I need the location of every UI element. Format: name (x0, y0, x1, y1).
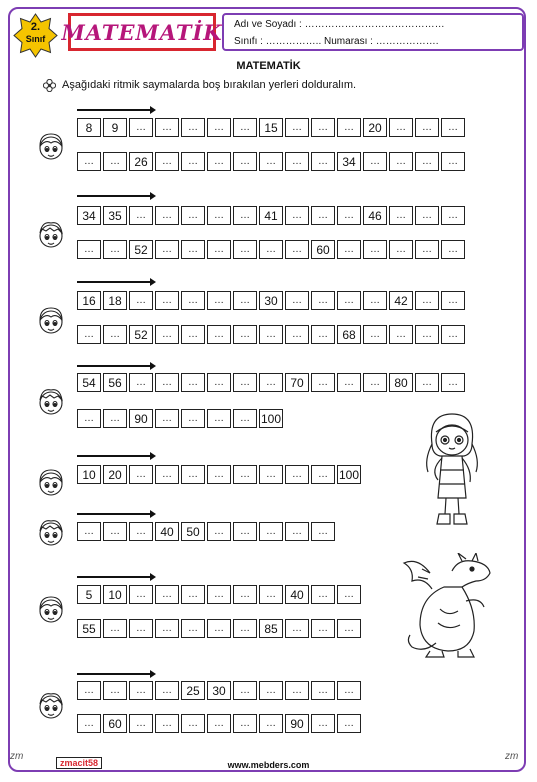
sequence-arrow-icon (77, 365, 151, 367)
given-number-cell: 30 (207, 681, 231, 700)
blank-number-cell[interactable]: … (337, 619, 361, 638)
blank-number-cell[interactable]: … (155, 681, 179, 700)
sequence-arrow-icon (77, 109, 151, 111)
given-number-cell: 56 (103, 373, 127, 392)
blank-number-cell[interactable]: … (155, 325, 179, 344)
blank-number-cell[interactable]: … (233, 522, 257, 541)
blank-number-cell[interactable]: … (285, 152, 309, 171)
number-sequence-row (77, 291, 467, 310)
footer-author: zmacit58 (56, 757, 102, 769)
blank-number-cell[interactable]: … (233, 585, 257, 604)
blank-number-cell[interactable]: … (441, 206, 465, 225)
blank-number-cell[interactable]: … (129, 465, 153, 484)
blank-number-cell[interactable]: … (259, 152, 283, 171)
blank-number-cell[interactable]: … (285, 465, 309, 484)
blank-number-cell[interactable]: … (363, 291, 387, 310)
blank-number-cell[interactable]: … (77, 522, 101, 541)
blank-number-cell[interactable]: … (155, 240, 179, 259)
given-number-cell: 15 (259, 118, 283, 137)
blank-number-cell[interactable]: … (441, 152, 465, 171)
blank-number-cell[interactable]: … (337, 373, 361, 392)
grade-badge (13, 13, 58, 58)
blank-number-cell[interactable]: … (129, 373, 153, 392)
number-sequence-row (77, 373, 467, 392)
instruction-text: Aşağıdaki ritmik saymalarda boş bırakılan yerleri dolduralım. (62, 79, 357, 91)
blank-number-cell[interactable]: … (207, 373, 231, 392)
girl-illustration (412, 410, 492, 530)
footer-left-logo: zm (10, 751, 24, 762)
given-number-cell: 54 (77, 373, 101, 392)
blank-number-cell[interactable]: … (311, 714, 335, 733)
blank-number-cell[interactable]: … (103, 325, 127, 344)
blank-number-cell[interactable]: … (441, 325, 465, 344)
blank-number-cell[interactable]: … (207, 118, 231, 137)
number-sequence-row (77, 240, 467, 259)
given-number-cell: 70 (285, 373, 309, 392)
blank-number-cell[interactable]: … (415, 325, 439, 344)
number-sequence-row (77, 619, 363, 638)
blank-number-cell[interactable]: … (155, 465, 179, 484)
blank-number-cell[interactable]: … (389, 240, 413, 259)
blank-number-cell[interactable]: … (259, 465, 283, 484)
sequence-arrow-icon (77, 195, 151, 197)
blank-number-cell[interactable]: … (233, 619, 257, 638)
given-number-cell: 16 (77, 291, 101, 310)
blank-number-cell[interactable]: … (181, 240, 205, 259)
blank-number-cell[interactable]: … (103, 619, 127, 638)
blank-number-cell[interactable]: … (129, 619, 153, 638)
blank-number-cell[interactable]: … (207, 522, 231, 541)
given-number-cell: 50 (181, 522, 205, 541)
blank-number-cell[interactable]: … (415, 152, 439, 171)
given-number-cell: 46 (363, 206, 387, 225)
blank-number-cell[interactable]: … (363, 152, 387, 171)
sequence-arrow-icon (77, 673, 151, 675)
blank-number-cell[interactable]: … (311, 465, 335, 484)
blank-number-cell[interactable]: … (311, 585, 335, 604)
blank-number-cell[interactable]: … (233, 118, 257, 137)
dragon-illustration (400, 553, 495, 658)
blank-number-cell[interactable]: … (233, 373, 257, 392)
given-number-cell: 68 (337, 325, 361, 344)
blank-number-cell[interactable]: … (389, 152, 413, 171)
given-number-cell: 60 (311, 240, 335, 259)
number-sequence-row (77, 465, 363, 484)
blank-number-cell[interactable]: … (129, 118, 153, 137)
blank-number-cell[interactable]: … (441, 118, 465, 137)
blank-number-cell[interactable]: … (259, 681, 283, 700)
blank-number-cell[interactable]: … (155, 585, 179, 604)
student-info-box (222, 13, 524, 51)
blank-number-cell[interactable]: … (233, 206, 257, 225)
blank-number-cell[interactable]: … (285, 206, 309, 225)
given-number-cell: 80 (389, 373, 413, 392)
blank-number-cell[interactable]: … (233, 409, 257, 428)
given-number-cell: 34 (77, 206, 101, 225)
girl-face-icon (36, 305, 66, 337)
number-sequence-row (77, 681, 363, 700)
blank-number-cell[interactable]: … (259, 714, 283, 733)
given-number-cell: 52 (129, 240, 153, 259)
blank-number-cell[interactable]: … (285, 619, 309, 638)
given-number-cell: 25 (181, 681, 205, 700)
number-sequence-row (77, 325, 467, 344)
flower-icon (43, 79, 56, 92)
blank-number-cell[interactable]: … (207, 409, 231, 428)
given-number-cell: 8 (77, 118, 101, 137)
blank-number-cell[interactable]: … (415, 373, 439, 392)
blank-number-cell[interactable]: … (259, 585, 283, 604)
blank-number-cell[interactable]: … (207, 619, 231, 638)
boy-face-icon (36, 386, 66, 418)
blank-number-cell[interactable]: … (77, 325, 101, 344)
blank-number-cell[interactable]: … (389, 206, 413, 225)
blank-number-cell[interactable]: … (181, 409, 205, 428)
given-number-cell: 60 (103, 714, 127, 733)
blank-number-cell[interactable]: … (77, 409, 101, 428)
blank-number-cell[interactable]: … (363, 325, 387, 344)
girl-face-icon (36, 131, 66, 163)
boy-face-icon (36, 690, 66, 722)
footer-right-logo: zm (505, 751, 519, 762)
blank-number-cell[interactable]: … (155, 152, 179, 171)
girl-face-icon (36, 594, 66, 626)
given-number-cell: 20 (103, 465, 127, 484)
blank-number-cell[interactable]: … (77, 714, 101, 733)
blank-number-cell[interactable]: … (389, 118, 413, 137)
blank-number-cell[interactable]: … (337, 714, 361, 733)
blank-number-cell[interactable]: … (103, 409, 127, 428)
given-number-cell: 42 (389, 291, 413, 310)
blank-number-cell[interactable]: … (103, 240, 127, 259)
blank-number-cell[interactable]: … (155, 206, 179, 225)
blank-number-cell[interactable]: … (233, 291, 257, 310)
given-number-cell: 100 (259, 409, 283, 428)
given-number-cell: 100 (337, 465, 361, 484)
blank-number-cell[interactable]: … (285, 240, 309, 259)
blank-number-cell[interactable]: … (207, 291, 231, 310)
blank-number-cell[interactable]: … (207, 585, 231, 604)
grade-label: Sınıf (25, 34, 46, 44)
blank-number-cell[interactable]: … (207, 714, 231, 733)
sequence-arrow-icon (77, 576, 151, 578)
blank-number-cell[interactable]: … (311, 325, 335, 344)
blank-number-cell[interactable]: … (337, 681, 361, 700)
blank-number-cell[interactable]: … (155, 373, 179, 392)
blank-number-cell[interactable]: … (155, 714, 179, 733)
blank-number-cell[interactable]: … (103, 681, 127, 700)
name-field[interactable]: Adı ve Soyadı : …………………………………… (234, 19, 445, 30)
blank-number-cell[interactable]: … (181, 373, 205, 392)
blank-number-cell[interactable]: … (259, 240, 283, 259)
blank-number-cell[interactable]: … (337, 291, 361, 310)
blank-number-cell[interactable]: … (181, 465, 205, 484)
given-number-cell: 30 (259, 291, 283, 310)
blank-number-cell[interactable]: … (181, 325, 205, 344)
girl-face-icon (36, 467, 66, 499)
blank-number-cell[interactable]: … (311, 152, 335, 171)
blank-number-cell[interactable]: … (285, 118, 309, 137)
given-number-cell: 85 (259, 619, 283, 638)
blank-number-cell[interactable]: … (233, 325, 257, 344)
blank-number-cell[interactable]: … (415, 240, 439, 259)
blank-number-cell[interactable]: … (207, 240, 231, 259)
given-number-cell: 20 (363, 118, 387, 137)
blank-number-cell[interactable]: … (441, 240, 465, 259)
blank-number-cell[interactable]: … (233, 465, 257, 484)
blank-number-cell[interactable]: … (103, 522, 127, 541)
blank-number-cell[interactable]: … (129, 206, 153, 225)
blank-number-cell[interactable]: … (129, 681, 153, 700)
blank-number-cell[interactable]: … (285, 681, 309, 700)
number-sequence-row (77, 409, 285, 428)
blank-number-cell[interactable]: … (311, 619, 335, 638)
blank-number-cell[interactable]: … (181, 585, 205, 604)
blank-number-cell[interactable]: … (181, 714, 205, 733)
sequence-arrow-icon (77, 455, 151, 457)
blank-number-cell[interactable]: … (285, 291, 309, 310)
blank-number-cell[interactable]: … (129, 522, 153, 541)
boy-face-icon (36, 219, 66, 251)
class-number-field[interactable]: Sınıfı : …………….. Numarası : ………………. (234, 36, 439, 47)
given-number-cell: 9 (103, 118, 127, 137)
blank-number-cell[interactable]: … (233, 240, 257, 259)
blank-number-cell[interactable]: … (181, 619, 205, 638)
grade-number: 2. (30, 21, 41, 33)
blank-number-cell[interactable]: … (129, 585, 153, 604)
number-sequence-row (77, 522, 337, 541)
given-number-cell: 10 (77, 465, 101, 484)
blank-number-cell[interactable]: … (285, 325, 309, 344)
blank-number-cell[interactable]: … (181, 118, 205, 137)
blank-number-cell[interactable]: … (441, 373, 465, 392)
given-number-cell: 18 (103, 291, 127, 310)
given-number-cell: 41 (259, 206, 283, 225)
blank-number-cell[interactable]: … (233, 714, 257, 733)
blank-number-cell[interactable]: … (259, 522, 283, 541)
number-sequence-row (77, 118, 467, 137)
blank-number-cell[interactable]: … (155, 291, 179, 310)
given-number-cell: 52 (129, 325, 153, 344)
blank-number-cell[interactable]: … (181, 206, 205, 225)
number-sequence-row (77, 206, 467, 225)
blank-number-cell[interactable]: … (181, 291, 205, 310)
blank-number-cell[interactable]: … (207, 206, 231, 225)
blank-number-cell[interactable]: … (129, 291, 153, 310)
blank-number-cell[interactable]: … (181, 152, 205, 171)
given-number-cell: 90 (285, 714, 309, 733)
blank-number-cell[interactable]: … (337, 585, 361, 604)
blank-number-cell[interactable]: … (337, 118, 361, 137)
blank-number-cell[interactable]: … (77, 152, 101, 171)
number-sequence-row (77, 714, 363, 733)
blank-number-cell[interactable]: … (155, 409, 179, 428)
blank-number-cell[interactable]: … (363, 373, 387, 392)
blank-number-cell[interactable]: … (103, 152, 127, 171)
sequence-arrow-icon (77, 513, 151, 515)
blank-number-cell[interactable]: … (311, 373, 335, 392)
blank-number-cell[interactable]: … (415, 118, 439, 137)
blank-number-cell[interactable]: … (441, 291, 465, 310)
blank-number-cell[interactable]: … (259, 373, 283, 392)
sequence-arrow-icon (77, 281, 151, 283)
blank-number-cell[interactable]: … (311, 681, 335, 700)
given-number-cell: 26 (129, 152, 153, 171)
given-number-cell: 40 (155, 522, 179, 541)
given-number-cell: 40 (285, 585, 309, 604)
blank-number-cell[interactable]: … (207, 325, 231, 344)
given-number-cell: 90 (129, 409, 153, 428)
blank-number-cell[interactable]: … (233, 152, 257, 171)
given-number-cell: 35 (103, 206, 127, 225)
title-box (61, 13, 223, 51)
number-sequence-row (77, 585, 363, 604)
blank-number-cell[interactable]: … (77, 681, 101, 700)
given-number-cell: 55 (77, 619, 101, 638)
boy-face-icon (36, 517, 66, 549)
blank-number-cell[interactable]: … (155, 118, 179, 137)
blank-number-cell[interactable]: … (259, 325, 283, 344)
subject-heading: MATEMATİK (236, 60, 301, 72)
blank-number-cell[interactable]: … (311, 522, 335, 541)
blank-number-cell[interactable]: … (207, 152, 231, 171)
blank-number-cell[interactable]: … (415, 291, 439, 310)
blank-number-cell[interactable]: … (415, 206, 439, 225)
given-number-cell: 34 (337, 152, 361, 171)
blank-number-cell[interactable]: … (311, 206, 335, 225)
blank-number-cell[interactable]: … (363, 240, 387, 259)
blank-number-cell[interactable]: … (337, 206, 361, 225)
blank-number-cell[interactable]: … (285, 522, 309, 541)
blank-number-cell[interactable]: … (155, 619, 179, 638)
worksheet-title: MATEMATİK (61, 19, 223, 45)
blank-number-cell[interactable]: … (77, 240, 101, 259)
footer-website-link[interactable]: www.mebders.com (227, 760, 310, 770)
blank-number-cell[interactable]: … (207, 465, 231, 484)
given-number-cell: 10 (103, 585, 127, 604)
grade-text (13, 21, 58, 45)
blank-number-cell[interactable]: … (129, 714, 153, 733)
blank-number-cell[interactable]: … (233, 681, 257, 700)
blank-number-cell[interactable]: … (337, 240, 361, 259)
blank-number-cell[interactable]: … (389, 325, 413, 344)
given-number-cell: 5 (77, 585, 101, 604)
blank-number-cell[interactable]: … (311, 118, 335, 137)
number-sequence-row (77, 152, 467, 171)
blank-number-cell[interactable]: … (311, 291, 335, 310)
